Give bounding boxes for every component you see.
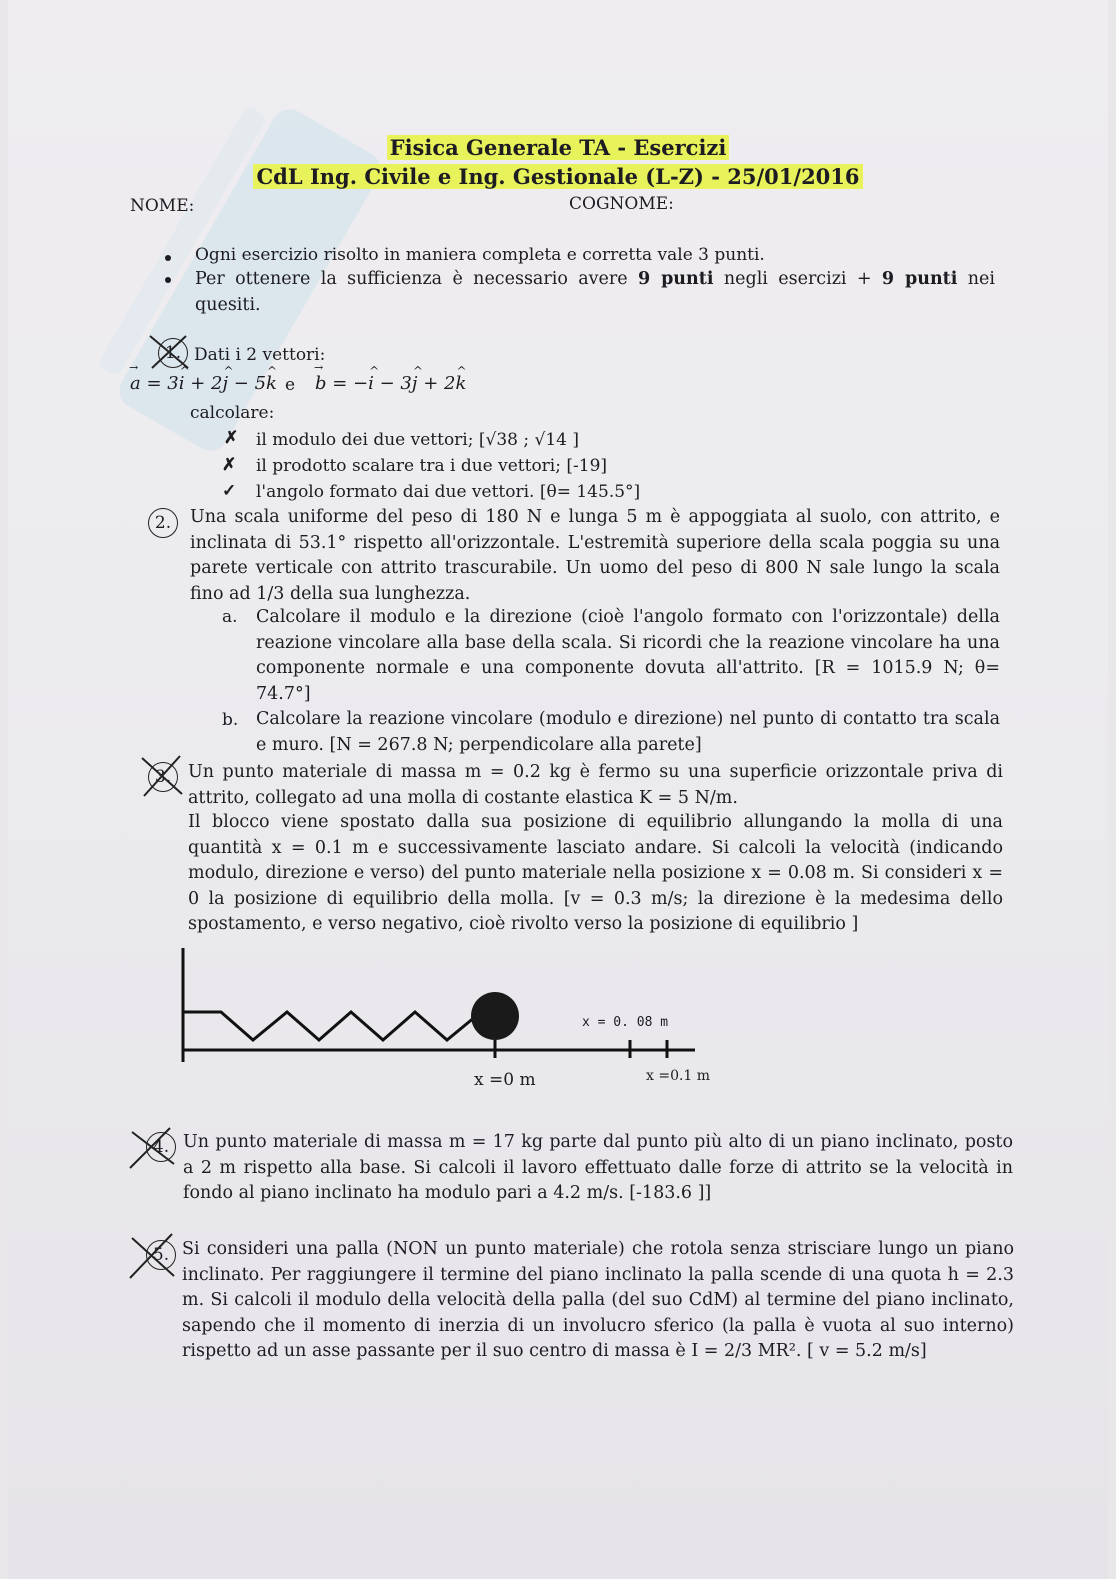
fig-label-x0: x =0 m <box>474 1070 536 1090</box>
item-c-checkmark-icon: ✓ <box>222 481 237 501</box>
fig-label-x008: x = 0. 08 m <box>582 1015 669 1030</box>
cognome-label: COGNOME: <box>569 194 674 214</box>
rule-bullet-2: Per ottenere la sufficienza è necessario avere 9 punti negli esercizi + 9 punti nei quesiti. <box>195 267 995 318</box>
ex4-text: Un punto materiale di massa m = 17 kg parte dal punto più alto di un piano inclinato, posto a 2 m rispetto alla base. Si calcoli il lavoro effettuato dalle forze di attrito se la velocità in fondo al piano inclinato ha modulo pari a 4.2 m/s. [-183.6 ]] <box>183 1132 1013 1203</box>
spring-icon <box>183 1012 493 1040</box>
ex1-calc: calcolare: <box>190 403 275 423</box>
exercise-2-number: 2. <box>148 508 178 538</box>
exercise-1-number: 1. <box>158 338 188 368</box>
ex3-text-2: Il blocco viene spostato dalla sua posizione di equilibrio allungando la molla di una quantità x = 0.1 m e successivamente lasciato andare. Si calcoli la velocità (indicando modulo, direzione e verso) del punto materiale nella posizione x = 0.08 m. Si consideri x = 0 la posizione di equilibrio della molla. [v = 0.3 m/s; la direzione è la medesima dello spostamento, e verso negativo, cioè rivolto verso la posizione di equilibrio ] <box>188 812 1003 934</box>
title-line-2: CdL Ing. Civile e Ing. Gestionale (L-Z) - 25/01/2016 <box>0 164 1116 189</box>
nome-label: NOME: <box>130 196 195 216</box>
ex2-text: Una scala uniforme del peso di 180 N e lunga 5 m è appoggiata al suolo, con attrito, e inclinata di 53.1° rispetto all'orizzontale. L'estremità superiore della scala poggia su una parete verticale con attrito trascurabile. Un uomo del peso di 800 N sale lungo la scala fino ad 1/3 della sua lunghezza. <box>190 507 1000 604</box>
ex2-b-text: Calcolare la reazione vincolare (modulo e direzione) nel punto di contatto tra scala e muro. [N = 267.8 N; perpendicolare alla parete] <box>256 709 1000 755</box>
ex2-b-mark: b. <box>222 710 239 730</box>
ex1-intro: Dati i 2 vettori: <box>194 345 326 365</box>
exercise-5-number: 5. <box>146 1240 176 1270</box>
ex1-item-b: il prodotto scalare tra i due vettori; [-19] <box>256 456 608 476</box>
ex2-a-mark: a. <box>222 607 238 627</box>
ex1-vector-a: → a = 3i ^ + 2j ^ − 5k ^ <box>130 373 277 394</box>
ex3-text-1: Un punto materiale di massa m = 0.2 kg è fermo su una superficie orizzontale priva di attrito, collegato ad una molla di costante elastica K = 5 N/m. <box>188 762 1003 808</box>
ex1-vector-b: → b = −i ^ − 3j ^ + 2k ^ <box>315 373 466 394</box>
rule-bullet-1: Ogni esercizio risolto in maniera completa e corretta vale 3 punti. <box>195 245 765 265</box>
mass-ball-icon <box>471 992 519 1040</box>
title-line-1: Fisica Generale TA - Esercizi <box>0 135 1116 160</box>
exercise-4-number: 4. <box>146 1132 176 1162</box>
item-a-checkmark-icon: ✗ <box>224 428 239 448</box>
ex5-text: Si consideri una palla (NON un punto materiale) che rotola senza strisciare lungo un piano inclinato. Per raggiungere il termine del piano inclinato la palla scende di una quota h = 2.3 m. Si calcoli il modulo della velocità della palla (del suo CdM) al termine del piano inclinato, sapendo che il momento di inerzia di un involucro sferico (la palla è vuota al suo interno) rispetto ad un asse passante per il suo centro di massa è I = 2/3 MR². [ v = 5.2 m/s] <box>182 1239 1014 1361</box>
ex1-item-c: l'angolo formato dai due vettori. [θ= 145.5°] <box>256 482 641 502</box>
cross-mark-icon <box>126 1124 178 1170</box>
ex2-a-text: Calcolare il modulo e la direzione (cioè l'angolo formato con l'orizzontale) della reazione vincolare alla base della scala. Si ricordi che la reazione vincolare ha una componente normale e una componente dovuta all'attrito. [R = 1015.9 N; θ= 74.7°] <box>256 607 1000 704</box>
cross-mark-icon <box>138 752 186 800</box>
ex1-and: e <box>285 375 296 395</box>
cross-mark-icon <box>126 1230 178 1282</box>
item-b-checkmark-icon: ✗ <box>222 455 237 475</box>
exercise-3-number: 3. <box>148 762 178 792</box>
fig-label-x01: x =0.1 m <box>646 1068 711 1084</box>
ex1-item-a: il modulo dei due vettori; [√38 ; √14 ] <box>256 430 580 450</box>
